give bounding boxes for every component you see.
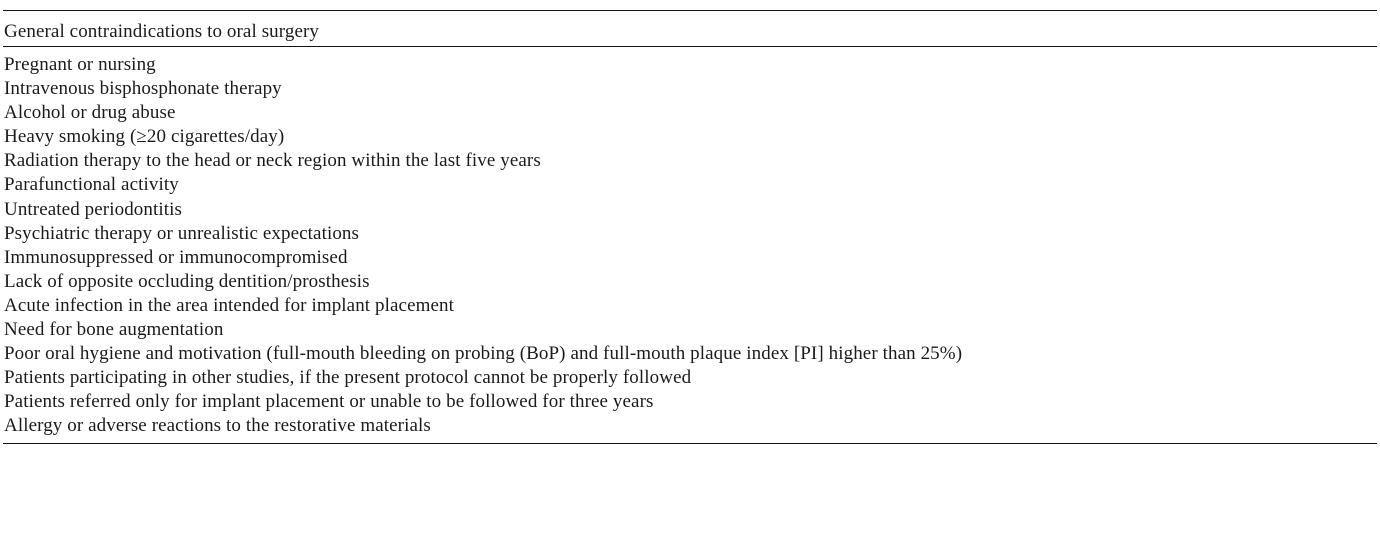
table-row: Alcohol or drug abuse <box>4 102 176 124</box>
table-row: Poor oral hygiene and motivation (full-mouth bleeding on probing (BoP) and full-mouth plaque index [PI] higher than 25%) <box>4 343 963 365</box>
table-bottom-rule <box>3 443 1377 444</box>
table-row: Parafunctional activity <box>4 174 179 196</box>
table-row: Patients referred only for implant placement or unable to be followed for three years <box>4 391 654 413</box>
table-row: Intravenous bisphosphonate therapy <box>4 78 282 100</box>
contraindications-table <box>3 10 1377 444</box>
table-row: Allergy or adverse reactions to the restorative materials <box>4 415 431 437</box>
table-header: General contraindications to oral surgery <box>4 21 320 42</box>
table-row: Pregnant or nursing <box>4 54 156 75</box>
table-row: Psychiatric therapy or unrealistic expectations <box>4 222 360 244</box>
table-row: Lack of opposite occluding dentition/prosthesis <box>4 270 370 292</box>
table-row: Heavy smoking (≥20 cigarettes/day) <box>4 126 285 148</box>
table-row: Untreated periodontitis <box>4 198 183 220</box>
table-row: Acute infection in the area intended for implant placement <box>4 294 455 316</box>
table-row: Need for bone augmentation <box>4 319 224 341</box>
table-row: Patients participating in other studies, if the present protocol cannot be properly followed <box>4 367 692 389</box>
table-row: Immunosuppressed or immunocompromised <box>4 246 348 268</box>
table-row: Radiation therapy to the head or neck region within the last five years <box>4 150 541 172</box>
table-body <box>3 47 1377 439</box>
